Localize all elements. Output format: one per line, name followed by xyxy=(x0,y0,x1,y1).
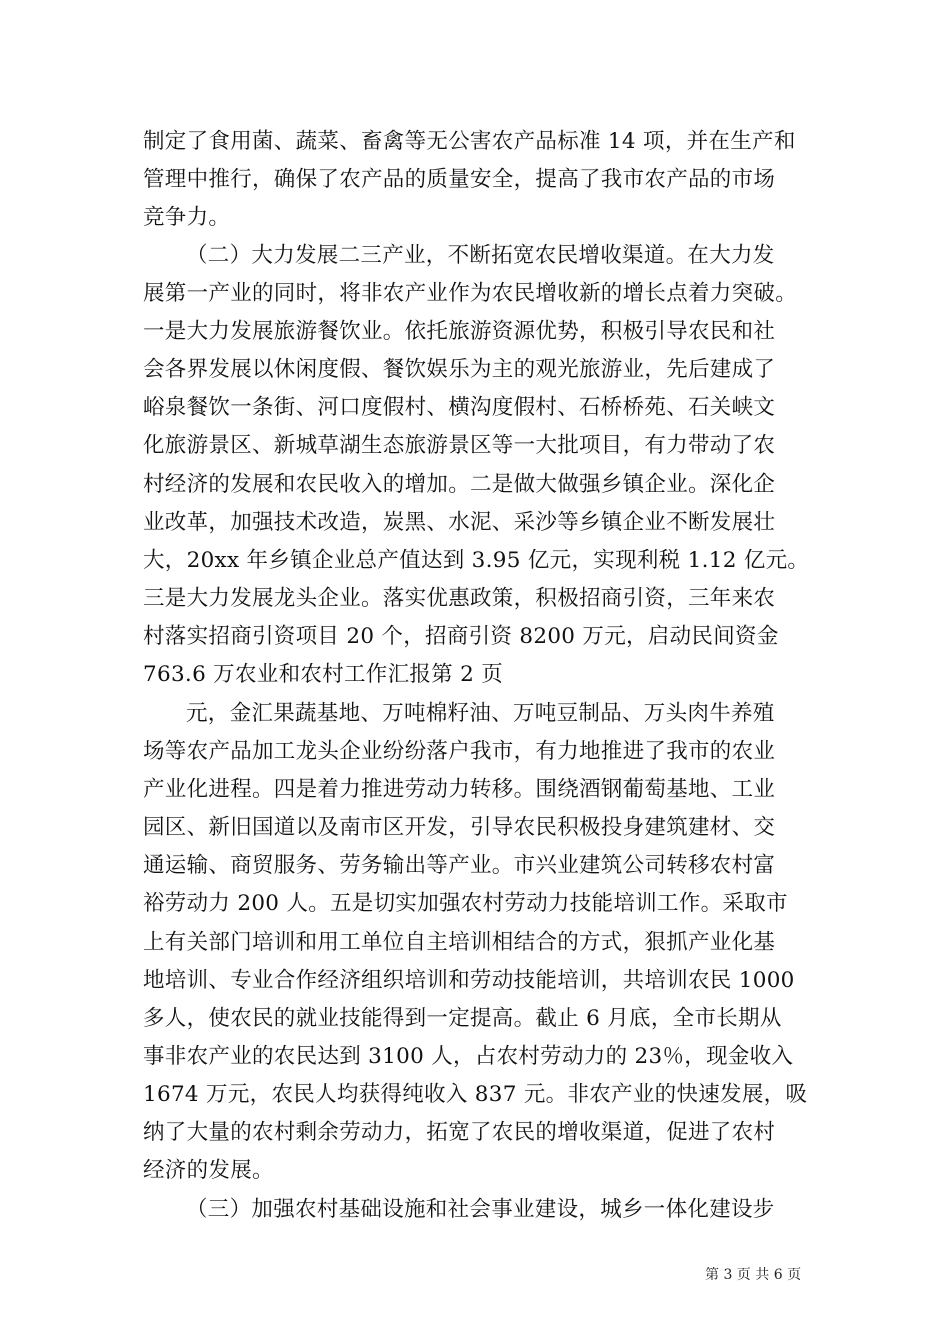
paragraph-3-line-11: 1674 万元，农民人均获得纯收入 837 元。非农产业的快速发展，吸 xyxy=(143,1081,808,1107)
paragraph-3-line-1: 元，金汇果蔬基地、万吨棉籽油、万吨豆制品、万头肉牛养殖 xyxy=(186,701,775,726)
page-indicator: 第 3 页 共 6 页 xyxy=(705,1267,802,1283)
paragraph-3 xyxy=(143,695,813,1190)
paragraph-3-line-13: 经济的发展。 xyxy=(143,1158,274,1184)
paragraph-2-line-4: 会各界发展以休闲度假、餐饮娱乐为主的观光旅游业，先后建成了 xyxy=(143,357,776,383)
paragraph-1-line-1: 制定了食用菌、蔬菜、畜禽等无公害农产品标准 14 项，并在生产和 xyxy=(143,129,796,154)
paragraph-2-line-7: 村经济的发展和农民收入的增加。二是做大做强乡镇企业。深化企 xyxy=(143,471,776,497)
paragraph-2-line-1: （二）大力发展二三产业，不断拓宽农民增收渠道。在大力发 xyxy=(186,243,775,268)
paragraph-3-line-7: 上有关部门培训和用工单位自主培训相结合的方式，狠抓产业化基 xyxy=(143,929,776,955)
paragraph-3-line-12: 纳了大量的农村剩余劳动力，拓宽了农民的增收渠道，促进了农村 xyxy=(143,1120,776,1146)
paragraph-4-line-1: （三）加强农村基础设施和社会事业建设，城乡一体化建设步 xyxy=(186,1197,775,1222)
paragraph-1-line-2: 管理中推行，确保了农产品的质量安全，提高了我市农产品的市场 xyxy=(143,167,776,193)
paragraph-2-line-9: 大，20xx 年乡镇企业总产值达到 3.95 亿元，实现利税 1.12 亿元。 xyxy=(143,547,810,573)
paragraph-2-line-8: 业改革，加强技术改造，炭黑、水泥、采沙等乡镇企业不断发展壮 xyxy=(143,509,776,535)
paragraph-2-line-3: 一是大力发展旅游餐饮业。依托旅游资源优势，积极引导农民和社 xyxy=(143,319,776,345)
paragraph-2-line-5: 峪泉餐饮一条街、河口度假村、横沟度假村、石桥桥苑、石关峡文 xyxy=(143,395,776,421)
paragraph-2-line-2: 展第一产业的同时，将非农产业作为农民增收新的增长点着力突破。 xyxy=(143,281,798,307)
paragraph-3-line-3: 产业化进程。四是着力推进劳动力转移。围绕酒钢葡萄基地、工业 xyxy=(143,777,776,803)
paragraph-3-line-2: 场等农产品加工龙头企业纷纷落户我市，有力地推进了我市的农业 xyxy=(143,739,776,765)
paragraph-3-line-5: 通运输、商贸服务、劳务输出等产业。市兴业建筑公司转移农村富 xyxy=(143,853,776,879)
paragraph-3-line-10: 事非农产业的农民达到 3100 人，占农村劳动力的 23％，现金收入 xyxy=(143,1043,794,1069)
paragraph-2-line-6: 化旅游景区、新城草湖生态旅游景区等一大批项目，有力带动了农 xyxy=(143,433,776,459)
paragraph-2-line-10: 三是大力发展龙头企业。落实优惠政策，积极招商引资，三年来农 xyxy=(143,585,776,611)
paragraph-3-line-4: 园区、新旧国道以及南市区开发，引导农民积极投身建筑建材、交 xyxy=(143,815,776,841)
paragraph-2-line-12: 763.6 万农业和农村工作汇报第 2 页 xyxy=(143,662,504,688)
paragraph-1 xyxy=(143,123,813,237)
paragraph-2 xyxy=(143,237,813,694)
paragraph-2-line-11: 村落实招商引资项目 20 个，招商引资 8200 万元，启动民间资金 xyxy=(143,623,779,649)
paragraph-3-line-9: 多人，使农民的就业技能得到一定提高。截止 6 月底，全市长期从 xyxy=(143,1005,782,1031)
paragraph-3-line-6: 裕劳动力 200 人。五是切实加强农村劳动力技能培训工作。采取市 xyxy=(143,891,788,917)
paragraph-1-line-3: 竞争力。 xyxy=(143,205,231,231)
paragraph-4 xyxy=(143,1191,813,1229)
paragraph-3-line-8: 地培训、专业合作经济组织培训和劳动技能培训，共培训农民 1000 xyxy=(143,967,795,993)
